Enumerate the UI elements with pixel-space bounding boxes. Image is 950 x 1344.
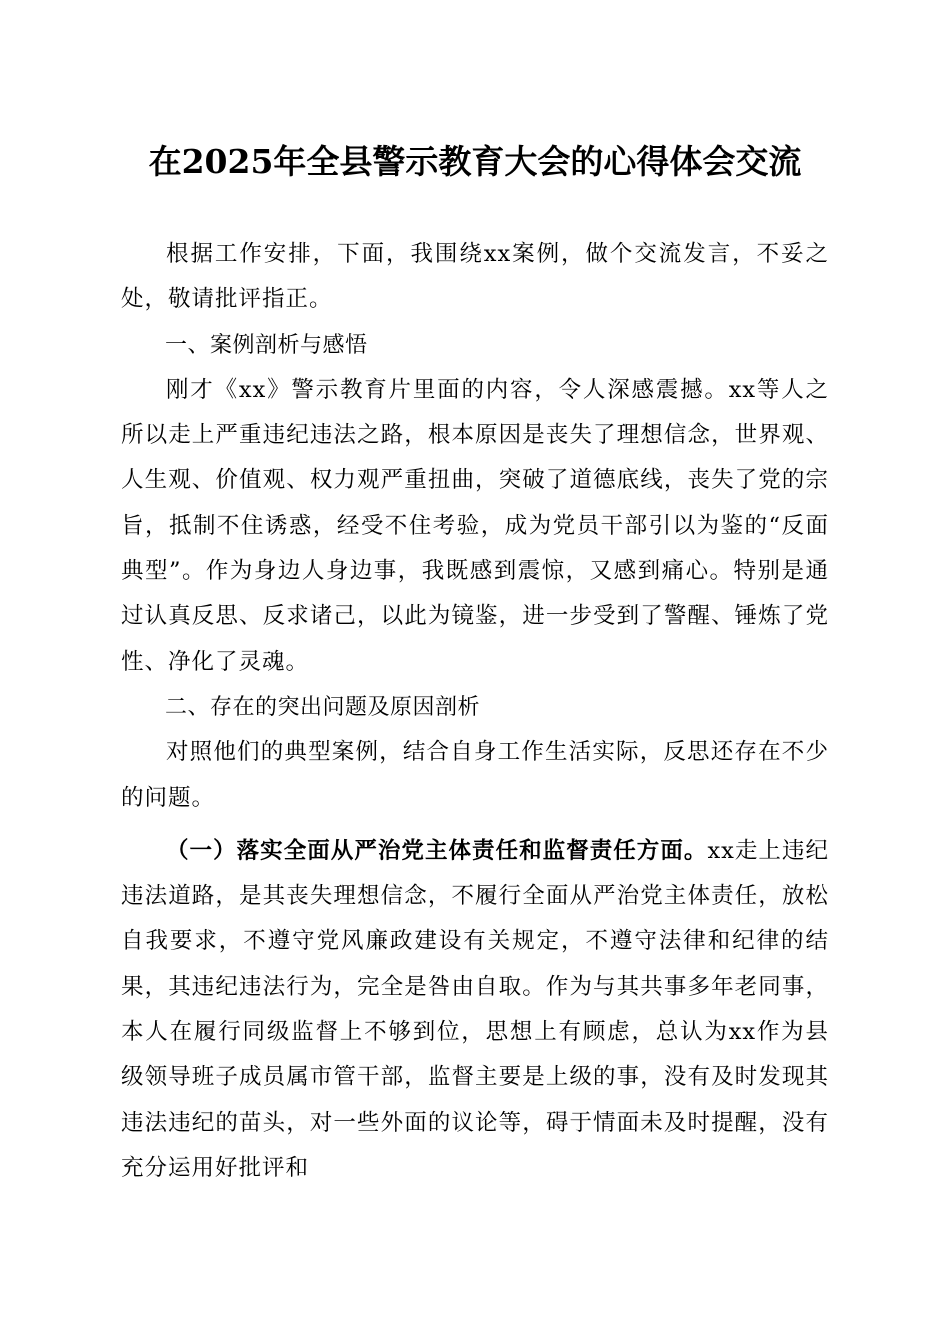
intro-paragraph: 根据工作安排，下面，我围绕xx案例，做个交流发言，不妥之处，敬请批评指正。 xyxy=(121,241,829,313)
section-paragraph-1: 刚才《xx》警示教育片里面的内容，令人深感震撼。xx等人之所以走上严重违纪违法之路，根本原因是丧失了理想信念，世界观、人生观、价值观、权力观严重扭曲，突破了道德底线，丧失了党的宗旨，抵制不住诱惑，经受不住考验，成为党员干部引以为鉴的“反面典型”。作为身边人身边事，我既感到震惊，又感到痛心。特别是通过认真反思、反求诸己，以此为镜鉴，进一步受到了警醒、锤炼了党性、净化了灵魂。 xyxy=(121,376,829,675)
section-heading-1: 一、案例剖析与感悟 xyxy=(165,332,368,358)
subsection-heading-1: （一）落实全面从严治党主体责任和监督责任方面。 xyxy=(166,837,708,864)
section-heading-2: 二、存在的突出问题及原因剖析 xyxy=(165,694,481,720)
subsection-text-1: xx走上违纪违法道路，是其丧失理想信念，不履行全面从严治党主体责任，放松自我要求，不遵守党风廉政建设有关规定，不遵守法律和纪律的结果，其违纪违法行为，完全是咎由自取。作为与其共事多年老同事，本人在履行同级监督上不够到位，思想上有顾虑，总认为xx作为县级领导班子成员属市管干部，监督主要是上级的事，没有及时发现其违法违纪的苗头，对一些外面的议论等，碍于情面未及时提醒，没有充分运用好批评和 xyxy=(121,837,829,1181)
document-title: 在2025年全县警示教育大会的心得体会交流 xyxy=(148,142,802,181)
document-body xyxy=(121,232,829,1191)
subsection-paragraph-1 xyxy=(121,829,829,1191)
section-paragraph-2: 对照他们的典型案例，结合自身工作生活实际，反思还存在不少的问题。 xyxy=(121,739,829,811)
